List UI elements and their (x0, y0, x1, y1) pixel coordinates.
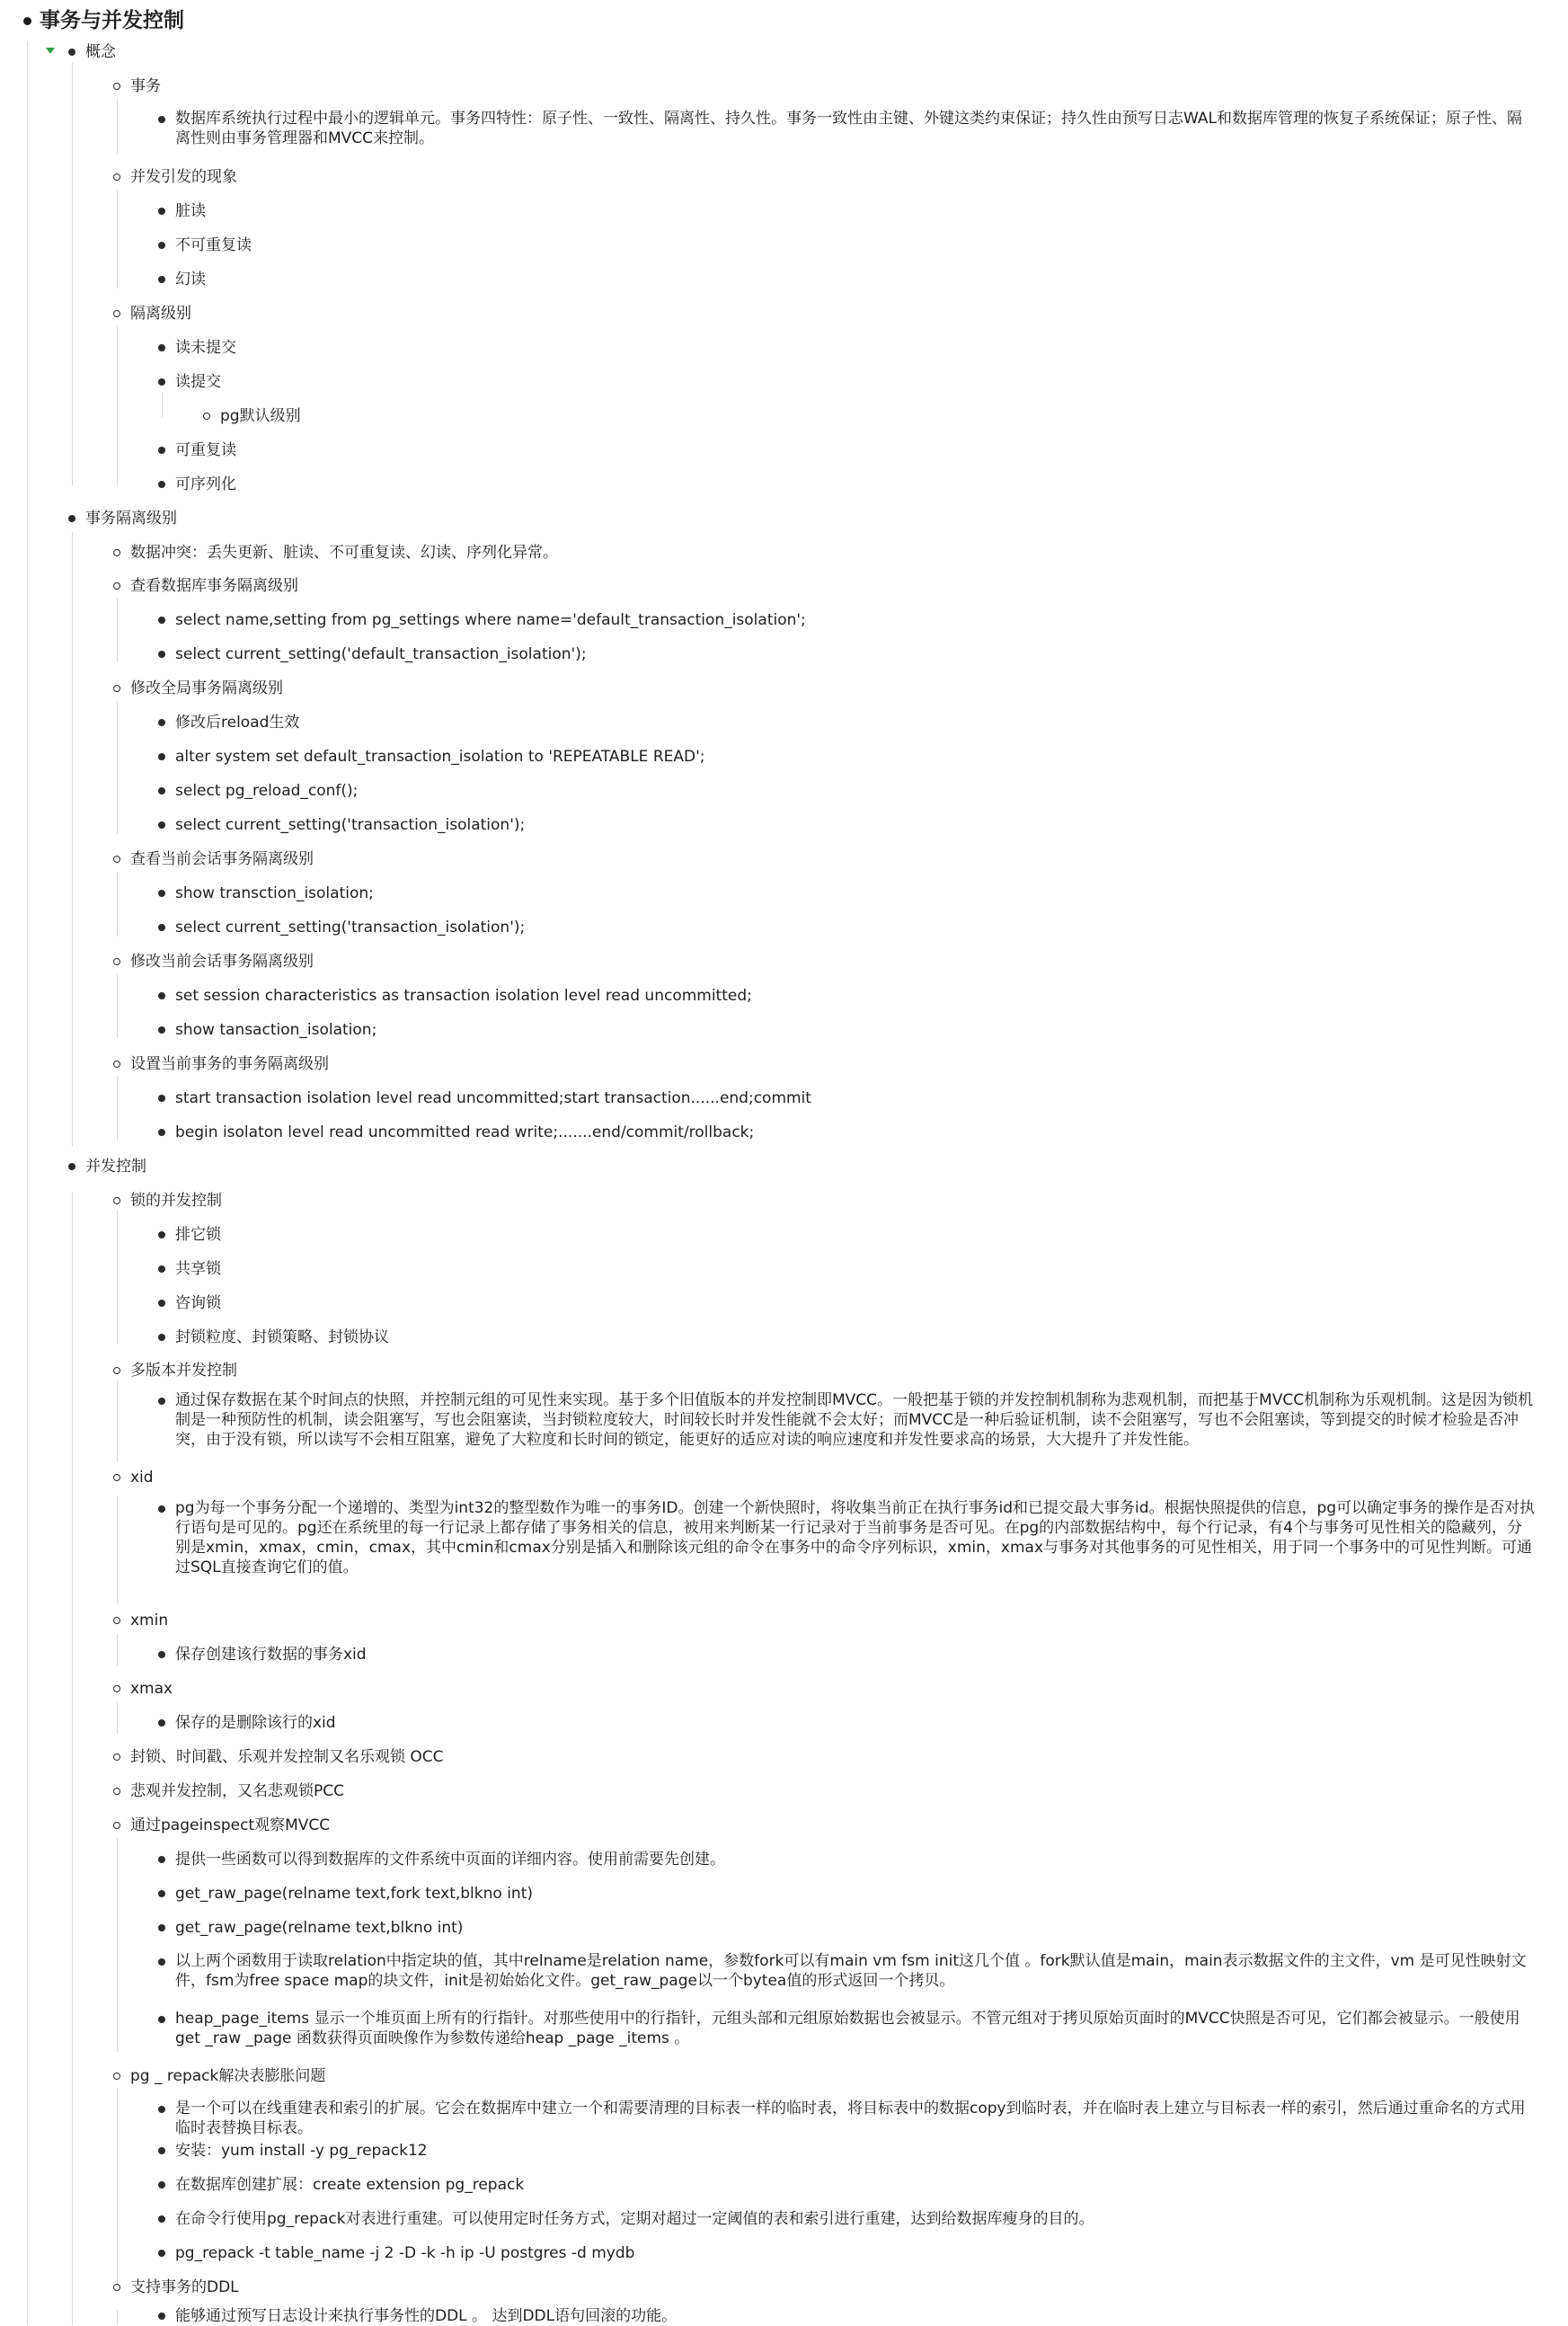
bullet-icon (68, 1163, 75, 1170)
bullet-icon (113, 173, 120, 181)
bullet-icon (158, 2250, 165, 2257)
node-label: 数据冲突：丢失更新、脏读、不可重复读、幻读、序列化异常。 (130, 544, 558, 562)
bullet-icon (158, 276, 165, 283)
node-label: 脏读 (175, 202, 206, 220)
node-label: 排它锁 (175, 1226, 221, 1244)
node-label: 概念 (85, 43, 116, 61)
guide-line (27, 41, 28, 2325)
guide-line (162, 392, 163, 417)
node-label: 通过保存数据在某个时间点的快照，并控制元组的可见性来实现。基于多个旧值版本的并发控制即MVCC。一般把基于锁的并发控制机制称为悲观机制，而把基于MVCC机制称为乐观机制。这是因为锁机制是一种预防性的机制，读会阻塞写，写也会阻塞读，当封锁粒度较大，时间较长时并发性能就不会太好；而MVCC是一种后验证机制，读不会阻塞写，写也不会阻塞读，等到提交的时候才检验是否冲突，由于没有锁，所以读写不会相互阻塞，避免了大粒度和长时间的锁定，能更好的适应对读的响应速度和并发性要求高的场景，大大提升了并发性能。 (175, 1391, 1534, 1449)
page-title: 事务与并发控制 (40, 9, 184, 32)
node-label: 咨询锁 (175, 1294, 221, 1312)
node-label: heap_page_items 显示一个堆页面上所有的行指针。对那些使用中的行指针，元组头部和元组原始数据也会被显示。不管元组对于拷贝原始页面时的MVCC快照是否可见，它们都会被显示。一般使用get _raw _page 函数获得页面映像作为参数传递给heap _page _items 。 (175, 2010, 1520, 2047)
bullet-icon (158, 1231, 165, 1238)
bullet-icon (113, 1685, 120, 1692)
bullet-icon (158, 1095, 165, 1102)
bullet-icon (113, 1822, 120, 1829)
guide-line (117, 1701, 118, 1734)
bullet-icon (113, 1474, 120, 1481)
guide-line (117, 1076, 118, 1141)
bullet-icon (158, 116, 165, 123)
node-label: 修改后reload生效 (175, 714, 300, 732)
bullet-icon (203, 413, 210, 420)
node-label: 在数据库创建扩展：create extension pg_repack (175, 2176, 525, 2194)
node-label: select current_setting('transaction_isolation'); (175, 919, 526, 937)
bullet-icon (158, 1129, 165, 1136)
node-label: 设置当前事务的事务隔离级别 (130, 1055, 329, 1073)
node-label: 支持事务的DDL (130, 2278, 239, 2296)
node-label: 并发引发的现象 (130, 168, 237, 186)
node-label: 数据库系统执行过程中最小的逻辑单元。事务四特性：原子性、一致性、隔离性、持久性。事务一致性由主键、外键这类约束保证；持久性由预写日志WAL和数据库管理的恢复子系统保证；原子性、隔离性则由事务管理器和MVCC来控制。 (175, 110, 1522, 147)
guide-line (117, 1496, 118, 1604)
bullet-icon (158, 1890, 165, 1897)
node-label: pg_repack -t table_name -j 2 -D -k -h ip -U postgres -d mydb (175, 2244, 635, 2262)
guide-line (117, 2089, 118, 2292)
bullet-icon (158, 992, 165, 999)
node-label: select current_setting('transaction_isolation'); (175, 816, 526, 834)
node-label: 读提交 (175, 373, 221, 391)
node-label: 幻读 (175, 271, 206, 289)
bullet-icon (158, 242, 165, 249)
node-label: get_raw_page(relname text,blkno int) (175, 1919, 464, 1937)
bullet-icon (113, 1197, 120, 1204)
guide-line (117, 1634, 118, 1666)
node-label: 查看当前会话事务隔离级别 (130, 850, 314, 868)
bullet-icon (158, 208, 165, 215)
bullet-icon (158, 1958, 165, 1966)
guide-line (117, 973, 118, 1038)
node-label: xid (130, 1469, 154, 1487)
guide-line (117, 99, 118, 155)
guide-line (117, 1211, 118, 1344)
node-label: begin isolaton level read uncommitted read write;.......end/commit/rollback; (175, 1123, 755, 1141)
node-label: 安装：yum install -y pg_repack12 (175, 2142, 428, 2160)
bullet-icon (158, 1651, 165, 1658)
collapse-toggle-icon[interactable] (46, 48, 55, 54)
bullet-icon (158, 651, 165, 658)
bullet-icon (158, 1300, 165, 1307)
node-label: start transaction isolation level read uncommitted;start transaction......end;commit (175, 1089, 811, 1107)
bullet-icon (158, 344, 165, 351)
bullet-icon (113, 1061, 120, 1068)
bullet-icon (158, 1856, 165, 1863)
bullet-icon (158, 1026, 165, 1034)
bullet-icon (158, 378, 165, 386)
bullet-icon (158, 787, 165, 795)
node-label: set session characteristics as transaction isolation level read uncommitted; (175, 987, 752, 1005)
guide-line (117, 325, 118, 487)
bullet-icon (158, 447, 165, 454)
node-label: xmax (130, 1680, 173, 1698)
bullet-icon (158, 1398, 165, 1405)
guide-line (117, 701, 118, 834)
bullet-icon (158, 2106, 165, 2113)
bullet-icon (158, 2016, 165, 2023)
bullet-icon (113, 310, 120, 317)
bullet-icon (158, 2181, 165, 2188)
node-label: 不可重复读 (175, 236, 252, 254)
node-label: 事务 (130, 77, 161, 95)
bullet-icon (113, 685, 120, 692)
guide-line (72, 532, 73, 1147)
bullet-icon (158, 481, 165, 488)
guide-line (117, 872, 118, 937)
node-label: 封锁粒度、封锁策略、封锁协议 (175, 1328, 389, 1346)
bullet-icon (113, 856, 120, 863)
node-label: 保存创建该行数据的事务xid (175, 1646, 367, 1664)
bullet-icon (158, 2147, 165, 2154)
bullet-icon (113, 958, 120, 965)
node-label: 事务隔离级别 (85, 510, 177, 528)
node-label: alter system set default_transaction_isolation to 'REPEATABLE READ'; (175, 748, 705, 766)
bullet-icon (158, 1265, 165, 1273)
node-label: select current_setting('default_transaction_isolation'); (175, 645, 587, 663)
node-label: 可重复读 (175, 441, 236, 459)
bullet-icon (158, 1719, 165, 1727)
bullet-icon (158, 821, 165, 829)
node-label: 并发控制 (85, 1158, 146, 1176)
node-label: show transction_isolation; (175, 884, 374, 902)
node-label: 能够通过预写日志设计来执行事务性的DDL 。 达到DDL语句回滚的功能。 (175, 2307, 678, 2325)
node-label: pg _ repack解决表膨胀问题 (130, 2067, 326, 2085)
guide-line (117, 1381, 118, 1461)
bullet-icon (158, 617, 165, 624)
node-label: 悲观并发控制，又名悲观锁PCC (130, 1782, 344, 1800)
bullet-icon (113, 549, 120, 556)
bullet-icon (68, 515, 75, 522)
node-label: 锁的并发控制 (130, 1192, 222, 1210)
node-label: 修改全局事务隔离级别 (130, 679, 283, 697)
node-label: 是一个可以在线重建表和索引的扩展。它会在数据库中建立一个和需要清理的目标表一样的临时表，将目标表中的数据copy到临时表，并在临时表上建立与目标表一样的索引，然后通过重命名的方式用临时表替换目标表。 (175, 2100, 1526, 2137)
guide-line (72, 63, 73, 485)
node-label: 以上两个函数用于读取relation中指定块的值，其中relname是relation name，参数fork可以有main vm fsm init这几个值 。fork默认值是main，main表示数据文件的主文件，vm 是可见性映射文件，fsm为free space map的块文件，init是初始始化文件。get_raw_page以一个bytea值的形式返回一个拷贝。 (175, 1952, 1527, 1990)
guide-line (117, 190, 118, 289)
node-label: 可序列化 (175, 475, 236, 493)
bullet-icon (158, 890, 165, 897)
bullet-icon (68, 49, 75, 56)
bullet-icon (158, 753, 165, 760)
bullet-icon (113, 1753, 120, 1761)
node-label: 查看数据库事务隔离级别 (130, 577, 298, 595)
bullet-icon (113, 582, 120, 590)
bullet-icon (113, 2073, 120, 2080)
node-label: 多版本并发控制 (130, 1362, 237, 1380)
bullet-icon (113, 1367, 120, 1374)
bullet-icon (113, 83, 120, 90)
node-label: 隔离级别 (130, 305, 191, 323)
node-label: get_raw_page(relname text,fork text,blkno int) (175, 1885, 533, 1903)
bullet-icon (158, 2313, 165, 2320)
node-label: 在命令行使用pg_repack对表进行重建。可以使用定时任务方式，定期对超过一定阈值的表和索引进行重建，达到给数据库瘦身的目的。 (175, 2210, 1094, 2228)
node-label: 封锁、时间戳、乐观并发控制又名乐观锁 OCC (130, 1748, 444, 1766)
node-label: 修改当前会话事务隔离级别 (130, 953, 314, 971)
node-label: 提供一些函数可以得到数据库的文件系统中页面的详细内容。使用前需要先创建。 (175, 1851, 725, 1869)
bullet-icon (113, 1788, 120, 1795)
guide-line (117, 1838, 118, 2052)
bullet-icon (113, 2284, 120, 2291)
node-label: 读未提交 (175, 339, 236, 357)
node-label: 共享锁 (175, 1260, 221, 1278)
node-label: xmin (130, 1611, 169, 1629)
bullet-icon (158, 1924, 165, 1931)
root-bullet-icon (23, 17, 31, 25)
guide-line (117, 598, 118, 662)
bullet-icon (158, 719, 165, 726)
bullet-icon (158, 924, 165, 931)
node-label: select name,setting from pg_settings where name='default_transaction_isolation'; (175, 611, 806, 629)
node-label: select pg_reload_conf(); (175, 782, 359, 800)
guide-line (117, 2310, 118, 2325)
bullet-icon (158, 1334, 165, 1341)
node-label: 保存的是删除该行的xid (175, 1714, 336, 1732)
bullet-icon (113, 1617, 120, 1624)
guide-line (72, 1192, 73, 2325)
node-label: pg默认级别 (220, 407, 301, 425)
node-label: pg为每一个事务分配一个递增的、类型为int32的整型数作为唯一的事务ID。创建一个新快照时，将收集当前正在执行事务id和已提交最大事务id。根据快照提供的信息，pg可以确定事务的操作是否对执行语句是可见的。pg还在系统里的每一行记录上都存储了事务相关的信息，被用来判断某一行记录对于当前事务是否可见。在pg的内部数据结构中，每个行记录，有4个与事务可见性相关的隐藏列，分别是xmin，xmax，cmin，cmax，其中cmin和cmax分别是插入和删除该元组的命令在事务中的命令序列标识，xmin，xmax与事务对其他事务的可见性相关，用于同一个事务中的可见性判断。可通过SQL直接查询它们的值。 (175, 1499, 1536, 1576)
node-label: 通过pageinspect观察MVCC (130, 1816, 331, 1834)
bullet-icon (158, 2215, 165, 2223)
bullet-icon (158, 1505, 165, 1513)
node-label: show tansaction_isolation; (175, 1021, 377, 1039)
